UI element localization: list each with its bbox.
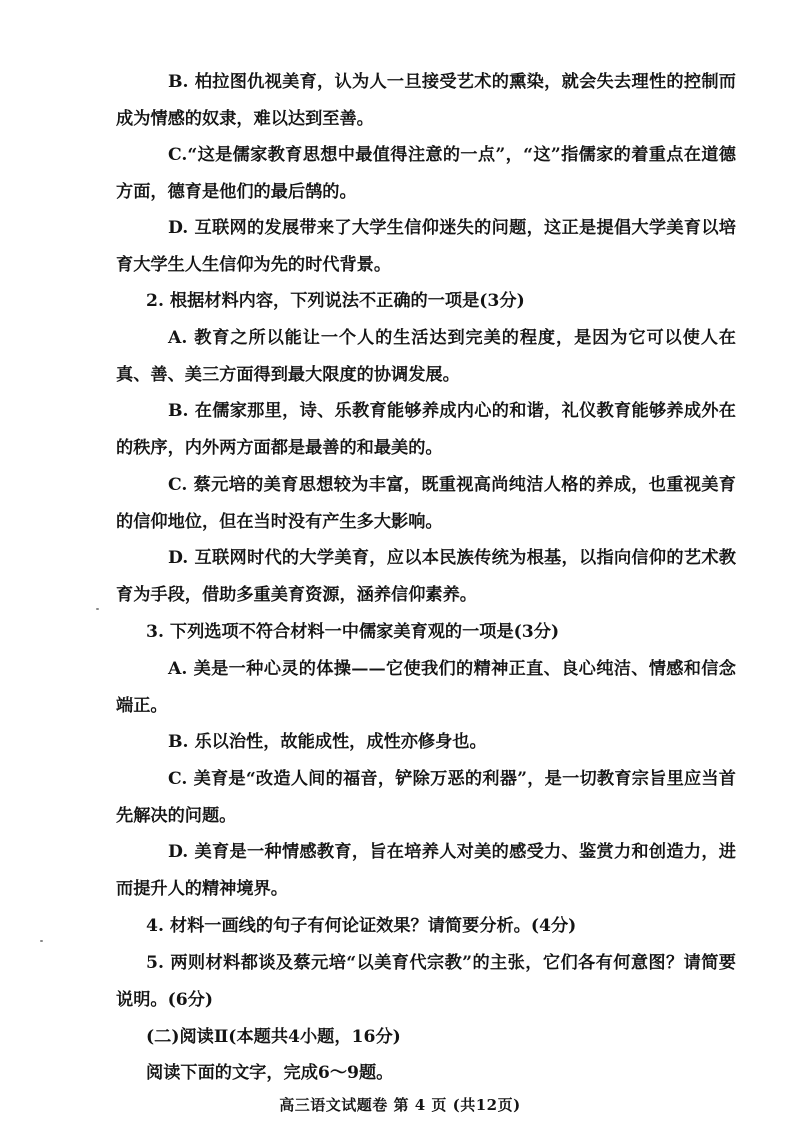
q2-option-a: A. 教育之所以能让一个人的生活达到完美的程度，是因为它可以使人在真、善、美三方面得到最大限度的协调发展。 bbox=[116, 328, 736, 385]
q3-option-a: A. 美是一种心灵的体操——它使我们的精神正直、良心纯洁、情感和信念端正。 bbox=[116, 659, 736, 716]
q1-option-c: C.“这是儒家教育思想中最值得注意的一点”，“这”指儒家的着重点在道德方面，德育是他们的最后鹄的。 bbox=[116, 145, 736, 202]
q4-question: 4. 材料一画线的句子有何论证效果？请简要分析。(4分) bbox=[146, 916, 577, 936]
page-footer: 高三语文试题卷 第 4 页 (共12页) bbox=[279, 1096, 521, 1114]
q3-stem: 3. 下列选项不符合材料一中儒家美育观的一项是(3分) bbox=[146, 622, 560, 642]
q3-option-b: B. 乐以治性，故能成性，成性亦修身也。 bbox=[168, 732, 487, 752]
scan-speck bbox=[96, 608, 99, 610]
q2-option-c: C. 蔡元培的美育思想较为丰富，既重视高尚纯洁人格的养成，也重视美育的信仰地位，但在当时没有产生多大影响。 bbox=[116, 475, 736, 532]
q3-option-c: C. 美育是“改造人间的福音，铲除万恶的利器”，是一切教育宗旨里应当首先解决的问题。 bbox=[116, 769, 736, 826]
section-heading: (二)阅读Ⅱ(本题共4小题，16分) bbox=[146, 1027, 401, 1047]
q2-stem: 2. 根据材料内容，下列说法不正确的一项是(3分) bbox=[146, 291, 525, 311]
q1-option-b: B. 柏拉图仇视美育，认为人一旦接受艺术的熏染，就会失去理性的控制而成为情感的奴隶，难以达到至善。 bbox=[116, 72, 736, 129]
q2-option-d: D. 互联网时代的大学美育，应以本民族传统为根基，以指向信仰的艺术教育为手段，借助多重美育资源，涵养信仰素养。 bbox=[116, 548, 736, 605]
q1-option-d: D. 互联网的发展带来了大学生信仰迷失的问题，这正是提倡大学美育以培育大学生人生信仰为先的时代背景。 bbox=[116, 218, 736, 275]
q3-option-d: D. 美育是一种情感教育，旨在培养人对美的感受力、鉴赏力和创造力，进而提升人的精神境界。 bbox=[116, 842, 736, 899]
scan-speck bbox=[40, 940, 43, 942]
section-instruction: 阅读下面的文字，完成6～9题。 bbox=[146, 1063, 394, 1083]
q2-option-b: B. 在儒家那里，诗、乐教育能够养成内心的和谐，礼仪教育能够养成外在的秩序，内外两方面都是最善的和最美的。 bbox=[116, 401, 736, 458]
q5-question: 5. 两则材料都谈及蔡元培“以美育代宗教”的主张，它们各有何意图？请简要说明。(6分) bbox=[116, 953, 736, 1010]
